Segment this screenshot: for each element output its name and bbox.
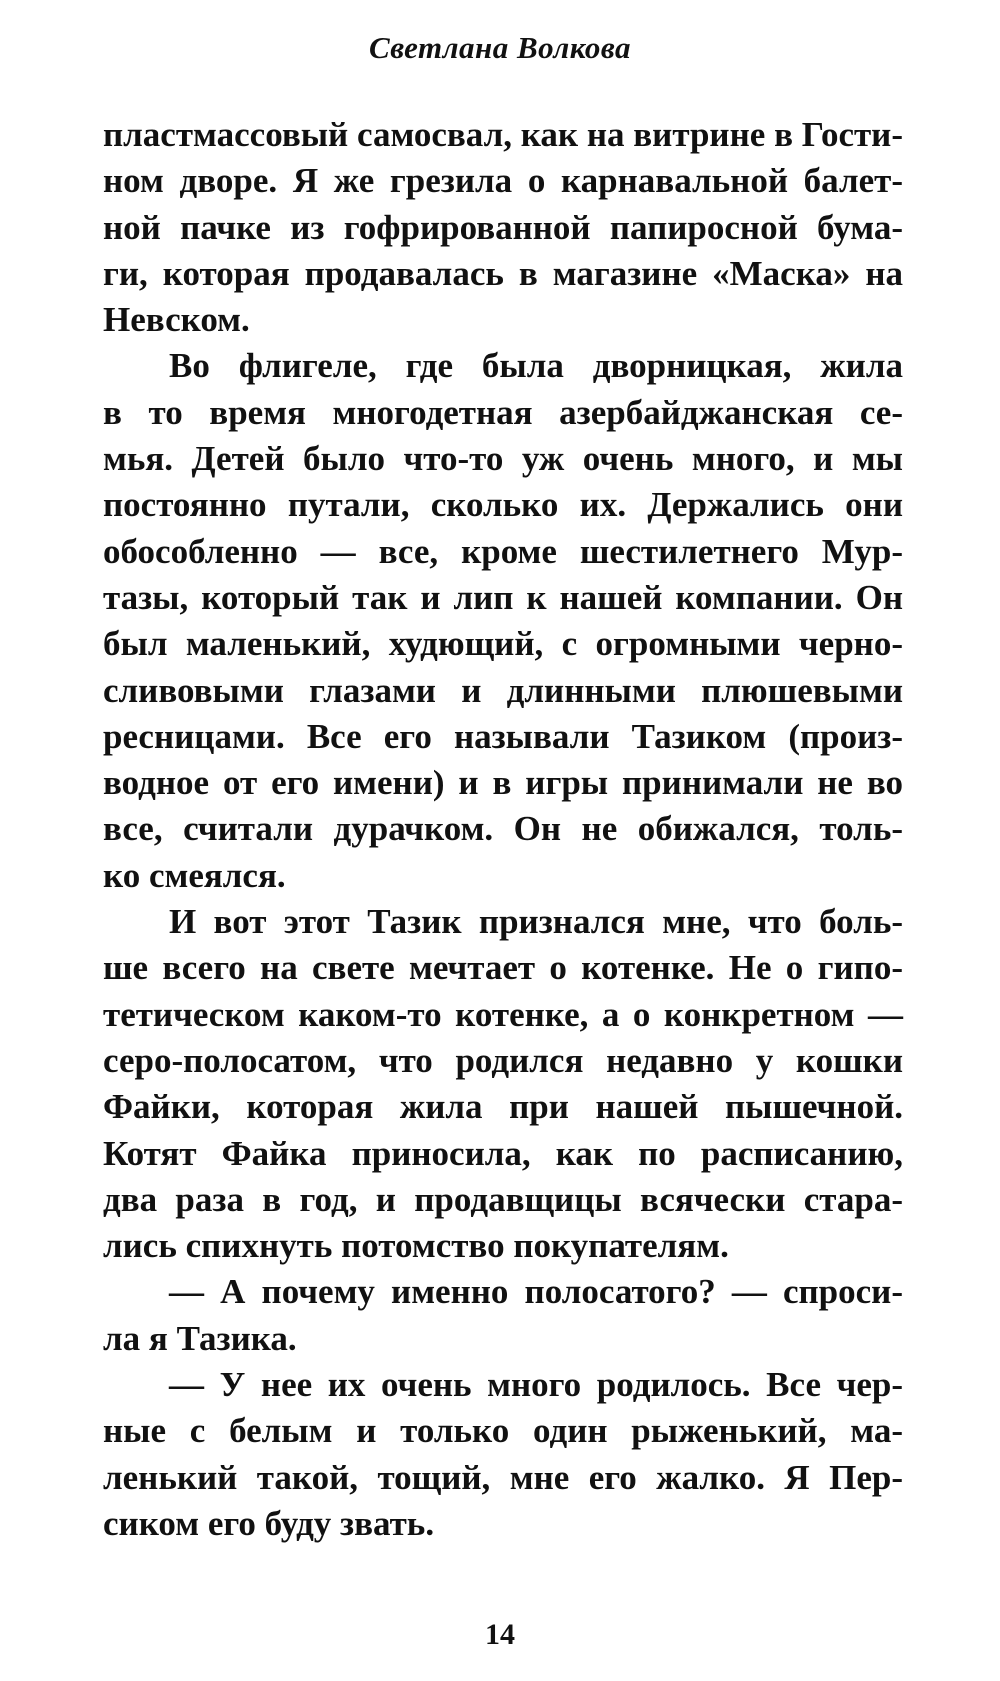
text-line: обособленно — все, кроме шестилетнего Мур- bbox=[103, 531, 903, 571]
text-line: два раза в год, и продавщицы всячески стара- bbox=[103, 1179, 903, 1219]
text-line: Во флигеле, где была дворницкая, жила bbox=[169, 346, 903, 386]
text-line: серо-полосатом, что родился недавно у кошки bbox=[103, 1040, 903, 1080]
text-line: ше всего на свете мечтает о котенке. Не о гипо- bbox=[103, 948, 903, 988]
text-line: в то время многодетная азербайджанская се- bbox=[103, 392, 903, 432]
text-line: ла я Тазика. bbox=[103, 1318, 297, 1358]
text-line: И вот этот Тазик признался мне, что боль- bbox=[169, 902, 903, 942]
text-line: был маленький, худющий, с огромными черно- bbox=[103, 624, 903, 664]
text-line: Невском. bbox=[103, 300, 250, 340]
text-line: постоянно путали, сколько их. Держались они bbox=[103, 485, 903, 525]
text-line: ные с белым и только один рыженький, ма- bbox=[103, 1411, 903, 1451]
page-number: 14 bbox=[485, 1618, 515, 1651]
body-text bbox=[103, 112, 903, 1547]
running-header-author: Светлана Волкова bbox=[369, 30, 631, 65]
text-line: ной пачке из гофрированной папиросной бума- bbox=[103, 207, 903, 247]
text-line: Котят Файка приносила, как по расписанию, bbox=[103, 1133, 903, 1173]
text-line: ресницами. Все его называли Тазиком (произ- bbox=[103, 716, 903, 756]
text-line: водное от его имени) и в игры принимали не во bbox=[103, 763, 903, 803]
text-line: ги, которая продавалась в магазине «Маска» на bbox=[103, 253, 903, 293]
text-line: сиком его буду звать. bbox=[103, 1503, 435, 1543]
text-line: ленький такой, тощий, мне его жалко. Я Пер- bbox=[103, 1457, 903, 1497]
text-line: тазы, который так и лип к нашей компании. Он bbox=[103, 577, 903, 617]
text-line: мья. Детей было что-то уж очень много, и мы bbox=[103, 439, 903, 479]
text-line: — У нее их очень много родилось. Все чер- bbox=[169, 1365, 903, 1405]
text-line: пластмассовый самосвал, как на витрине в Гости- bbox=[103, 115, 903, 154]
text-line: ко смеялся. bbox=[103, 855, 286, 895]
text-line: все, считали дурачком. Он не обижался, толь- bbox=[103, 809, 903, 849]
text-line: лись спихнуть потомство покупателям. bbox=[103, 1226, 729, 1266]
text-line: сливовыми глазами и длинными плюшевыми bbox=[103, 670, 903, 710]
text-line: Файки, которая жила при нашей пышечной. bbox=[103, 1087, 903, 1127]
text-line: — А почему именно полосатого? — спроси- bbox=[169, 1272, 903, 1312]
text-line: ном дворе. Я же грезила о карнавальной балет- bbox=[103, 161, 903, 201]
text-line: тетическом каком-то котенке, а о конкретном — bbox=[103, 994, 903, 1034]
